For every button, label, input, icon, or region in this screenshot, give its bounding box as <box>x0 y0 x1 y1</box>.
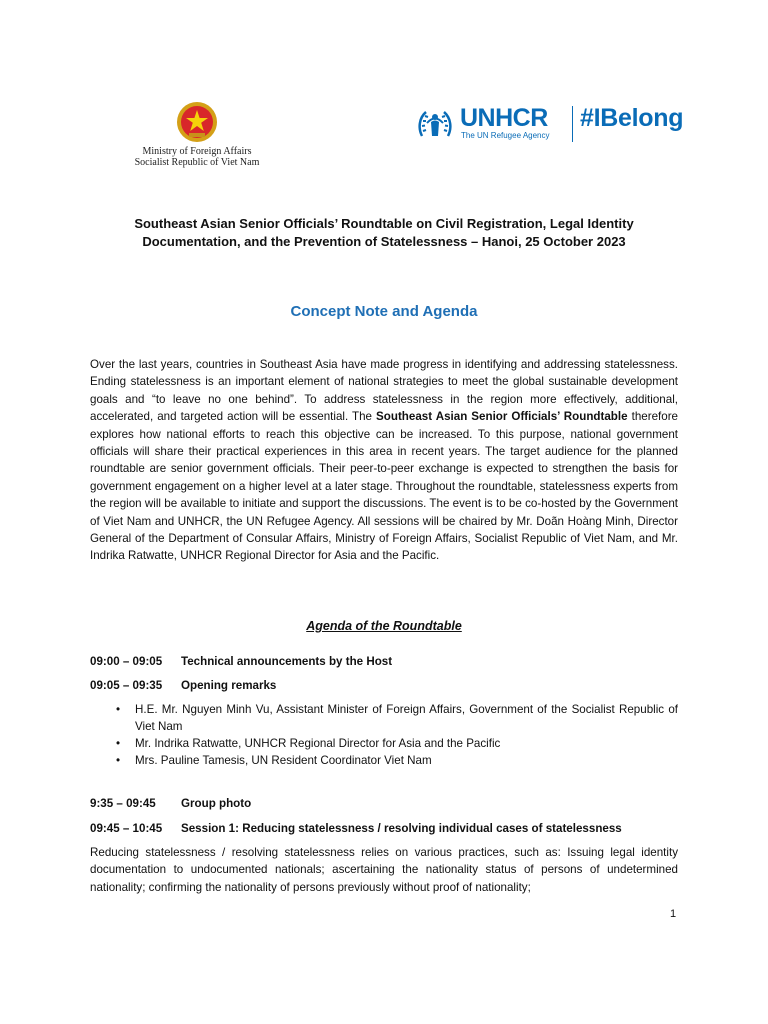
ibelong-hashtag: #IBelong <box>580 104 684 132</box>
unhcr-wordmark: UNHCR <box>460 104 548 132</box>
unhcr-tagline: The UN Refugee Agency <box>461 131 550 140</box>
mofa-logo-block <box>132 100 262 168</box>
intro-text-part-2: therefore explores how national efforts to reach this objective can be increased. To this purpose, national government officials will share their practical experiences in this area in recent years. The target audience for the planned roundtable are senior government officials. Their peer-to-peer exchange is expected to strengthen the basis for government engagement on a higher level at a later stage. Throughout the roundtable, statelessness experts from the region will be available to initiate and support the discussions. The event is to be co-hosted by the Government of Viet Nam and UNHCR, the UN Refugee Agency. All sessions will be chaired by Mr. Doãn Hoàng Minh, Director General of the Department of Consular Affairs, Ministry of Foreign Affairs, Socialist Republic of Viet Nam, and Mr. Indrika Ratwatte, UNHCR Regional Director for Asia and the Pacific. <box>90 410 679 563</box>
agenda-item-time: 09:00 – 09:05 <box>90 655 163 668</box>
agenda-item <box>90 821 680 837</box>
list-item <box>116 735 678 752</box>
agenda-item <box>90 678 680 694</box>
agenda-item-label: Opening remarks <box>181 679 277 692</box>
unhcr-logo-block <box>416 104 686 144</box>
agenda-item-label: Session 1: Reducing statelessness / resolving individual cases of statelessness <box>181 822 622 835</box>
list-item <box>116 752 678 769</box>
speaker-text: Mr. Indrika Ratwatte, UNHCR Regional Director for Asia and the Pacific <box>135 737 501 750</box>
bullet-icon: • <box>116 737 121 750</box>
bullet-icon: • <box>116 703 121 716</box>
intro-paragraph <box>90 356 678 565</box>
intro-text-part-1: Over the last years, countries in Southeast Asia have made progress in identifying and addressing statelessness. Ending statelessness is an important element of national strategies to meet the global sustainable development goals and “to leave no one behind”. To address statelessness in the region more effectively, additional, accelerated, and targeted action will be essential. The <box>90 358 678 424</box>
speaker-text: H.E. Mr. Nguyen Minh Vu, Assistant Minister of Foreign Affairs, Government of the Socialist Republic of Viet Nam <box>135 703 678 733</box>
title-line-1: Southeast Asian Senior Officials’ Roundtable on Civil Registration, Legal Identity <box>134 216 634 231</box>
mofa-line-1: Ministry of Foreign Affairs <box>142 146 252 157</box>
agenda-item-label: Group photo <box>181 797 252 810</box>
logo-divider <box>572 106 573 142</box>
mofa-line-2: Socialist Republic of Viet Nam <box>134 157 260 168</box>
agenda-item <box>90 796 680 812</box>
opening-speakers-list <box>116 701 678 769</box>
viet-nam-emblem-icon <box>175 100 219 144</box>
unhcr-people-laurel-icon <box>416 106 454 144</box>
speaker-text: Mrs. Pauline Tamesis, UN Resident Coordinator Viet Nam <box>135 754 432 767</box>
page-number: 1 <box>670 908 677 920</box>
agenda-heading: Agenda of the Roundtable <box>306 619 462 633</box>
bullet-icon: • <box>116 754 121 767</box>
agenda-item-time: 09:45 – 10:45 <box>90 822 163 835</box>
intro-bold-roundtable-name: Southeast Asian Senior Officials’ Roundtable <box>376 410 628 424</box>
session-1-description: Reducing statelessness / resolving statelessness relies on various practices, such as: Issuing legal identity documentation to undocumented nationals; ascertaining the nationality status of persons of undetermined nationality; confirming the nationality of persons previously without proof of nationality; <box>90 846 678 894</box>
list-item <box>116 701 678 735</box>
document-title <box>88 215 680 251</box>
title-line-2: Documentation, and the Prevention of Statelessness – Hanoi, 25 October 2023 <box>142 234 626 249</box>
agenda-item-time: 09:05 – 09:35 <box>90 679 163 692</box>
concept-note-heading: Concept Note and Agenda <box>290 303 478 320</box>
agenda-item <box>90 654 680 670</box>
agenda-item-label: Technical announcements by the Host <box>181 655 393 668</box>
agenda-item-time: 9:35 – 09:45 <box>90 797 156 810</box>
